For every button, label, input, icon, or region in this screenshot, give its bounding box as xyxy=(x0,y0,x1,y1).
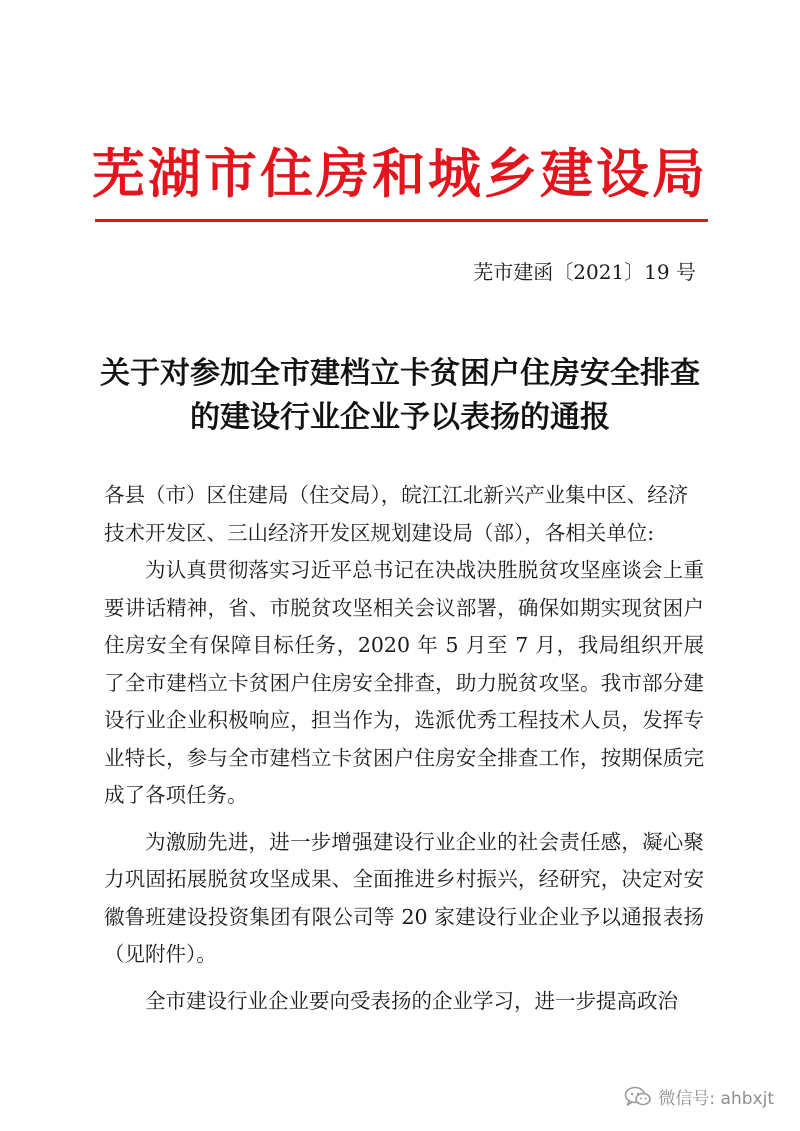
organization-header: 芜湖市住房和城乡建设局 xyxy=(92,144,708,205)
addressee-line-1: 各县（市）区住建局（住交局），皖江江北新兴产业集中区、经济 xyxy=(104,483,689,507)
title-line-1: 关于对参加全市建档立卡贫困户住房安全排查 xyxy=(100,356,700,391)
document-title xyxy=(0,352,800,440)
title-line-2: 的建设行业企业予以表扬的通报 xyxy=(190,400,610,435)
body-paragraph-2: 为激励先进，进一步增强建设行业企业的社会责任感，凝心聚力巩固拓展脱贫攻坚成果、全面推进乡村振兴，经研究，决定对安徽鲁班建设投资集团有限公司等 20 家建设行业企业予以通报表扬（见附件）。 xyxy=(104,829,704,966)
document-number: 芜市建函〔2021〕19 号 xyxy=(473,260,696,284)
wechat-watermark xyxy=(624,1084,774,1109)
body-paragraph-3: 全市建设行业企业要向受表扬的企业学习，进一步提高政治 xyxy=(145,988,678,1013)
wechat-icon xyxy=(624,1086,652,1108)
body-paragraph-1: 为认真贯彻落实习近平总书记在决战决胜脱贫攻坚座谈会上重要讲话精神，省、市脱贫攻坚相关会议部署，确保如期实现贫困户住房安全有保障目标任务，2020 年 5 月至 7 月，我局组织开展了全市建档立卡贫困户住房安全排查，助力脱贫攻坚。我市部分建设行业企业积极响应，担当作为，选派优秀工程技术人员，发挥专业特长，参与全市建档立卡贫困户住房安全排查工作，按期保质完成了各项任务。 xyxy=(104,558,704,807)
document-body xyxy=(104,477,704,1020)
watermark-text: 微信号: ahbxjt xyxy=(658,1089,774,1109)
addressee-line-2: 技术开发区、三山经济开发区规划建设局（部），各相关单位: xyxy=(104,520,655,545)
red-divider-line xyxy=(95,219,708,222)
